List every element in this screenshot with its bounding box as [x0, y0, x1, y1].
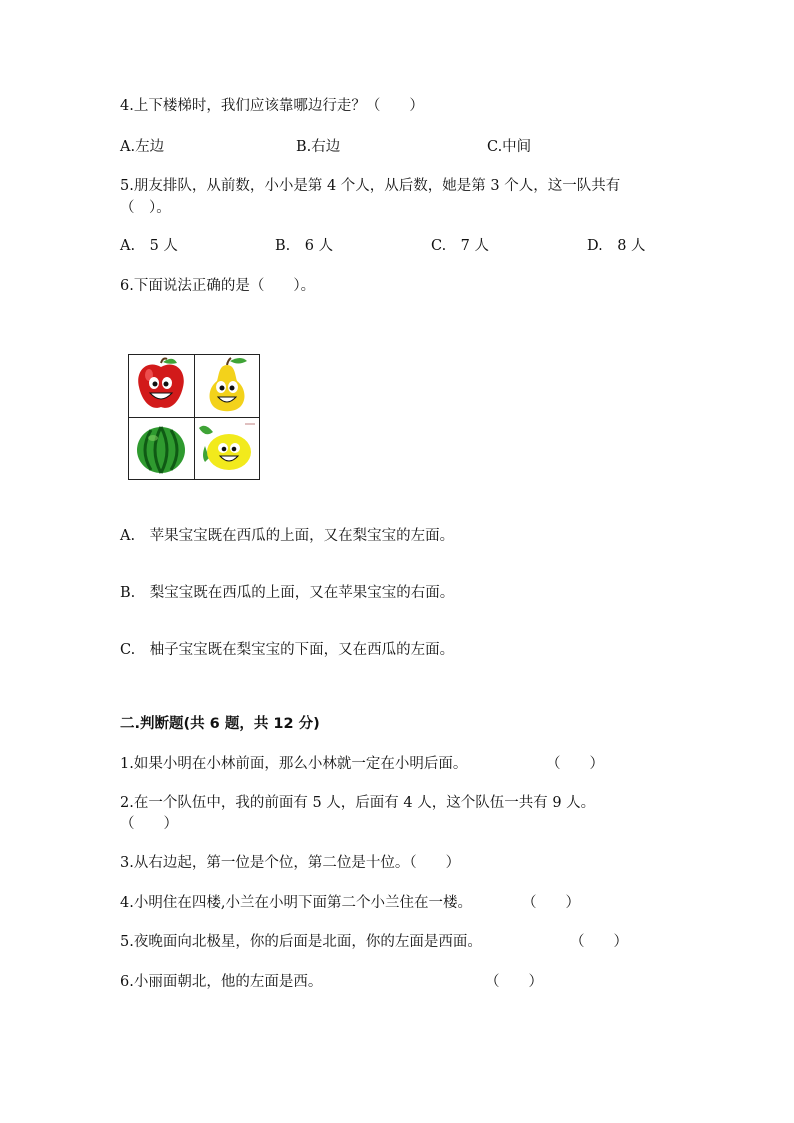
apple-icon [129, 355, 193, 417]
judge-2-text: 2.在一个队伍中，我的前面有 5 人，后面有 4 人，这个队伍一共有 9 人。 [120, 795, 596, 811]
question-6-option-b: B. 梨宝宝既在西瓜的上面，又在苹果宝宝的右面。 [120, 585, 455, 601]
question-4-stem: 4.上下楼梯时，我们应该靠哪边行走？（ ） [120, 98, 424, 114]
judge-4-text: 4.小明住在四楼,小兰在小明下面第二个小兰住在一楼。 [120, 895, 472, 911]
lemon-icon [195, 418, 259, 480]
fruit-grid [128, 354, 260, 480]
question-5-option-d: D. 8 人 [587, 238, 646, 254]
judge-5-paren: （ ） [570, 934, 628, 950]
question-6-option-a: A. 苹果宝宝既在西瓜的上面，又在梨宝宝的左面。 [120, 528, 455, 544]
judge-1-paren: （ ） [546, 756, 604, 772]
question-4-option-b: B.右边 [296, 139, 341, 155]
question-4-option-a: A.左边 [120, 139, 165, 155]
question-5-stem-line2: （ ）。 [120, 200, 171, 216]
judge-6-paren: （ ） [485, 974, 543, 990]
question-4-option-c: C.中间 [487, 139, 532, 155]
pear-icon [195, 355, 259, 417]
judge-1-text: 1.如果小明在小林前面，那么小林就一定在小明后面。 [120, 756, 468, 772]
judge-5-text: 5.夜晚面向北极星，你的后面是北面，你的左面是西面。 [120, 934, 482, 950]
judge-3-text: 3.从右边起，第一位是个位，第二位是十位。（ ） [120, 855, 461, 871]
question-5-stem-line1: 5.朋友排队，从前数，小小是第 4 个人，从后数，她是第 3 个人，这一队共有 [120, 178, 621, 194]
question-6-option-c: C. 柚子宝宝既在梨宝宝的下面，又在西瓜的左面。 [120, 642, 455, 658]
question-5-option-b: B. 6 人 [275, 238, 334, 254]
question-5-option-c: C. 7 人 [431, 238, 490, 254]
judge-6-text: 6.小丽面朝北，他的左面是西。 [120, 974, 323, 990]
judge-4-paren: （ ） [522, 895, 580, 911]
section-2-title: 二.判断题(共 6 题，共 12 分) [120, 716, 320, 732]
question-6-stem: 6.下面说法正确的是（ ）。 [120, 278, 316, 294]
watermelon-icon [129, 418, 193, 480]
question-5-option-a: A. 5 人 [120, 238, 178, 254]
judge-2-paren: （ ） [120, 816, 178, 832]
